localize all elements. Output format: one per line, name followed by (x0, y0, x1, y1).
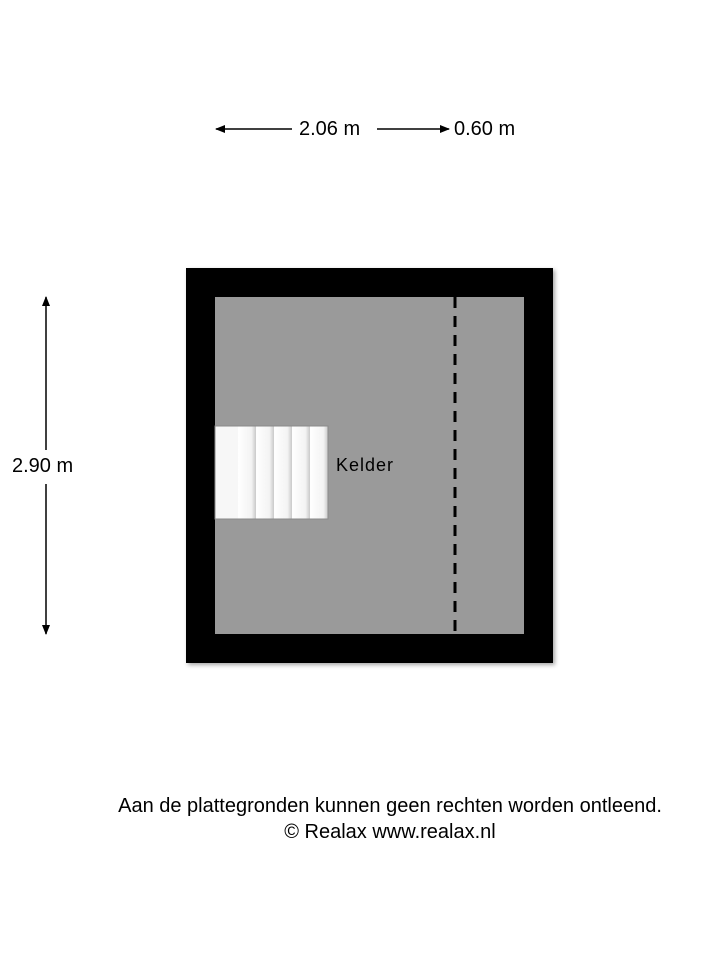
stair-step (256, 426, 274, 519)
disclaimer-text: Aan de plattegronden kunnen geen rechten worden ontleend. (118, 795, 662, 817)
stair-step (292, 426, 310, 519)
dimension-extra-width-label: 0.60 m (454, 118, 516, 140)
copyright-text: © Realax www.realax.nl (284, 821, 496, 843)
dimension-height-label: 2.90 m (12, 455, 74, 477)
stair-step (274, 426, 292, 519)
room-label-kelder: Kelder (336, 455, 395, 475)
stair-step (310, 426, 328, 519)
staircase (215, 426, 328, 519)
stair-step (238, 426, 256, 519)
dimension-width-label: 2.06 m (299, 118, 361, 140)
staircase-landing (215, 426, 238, 519)
